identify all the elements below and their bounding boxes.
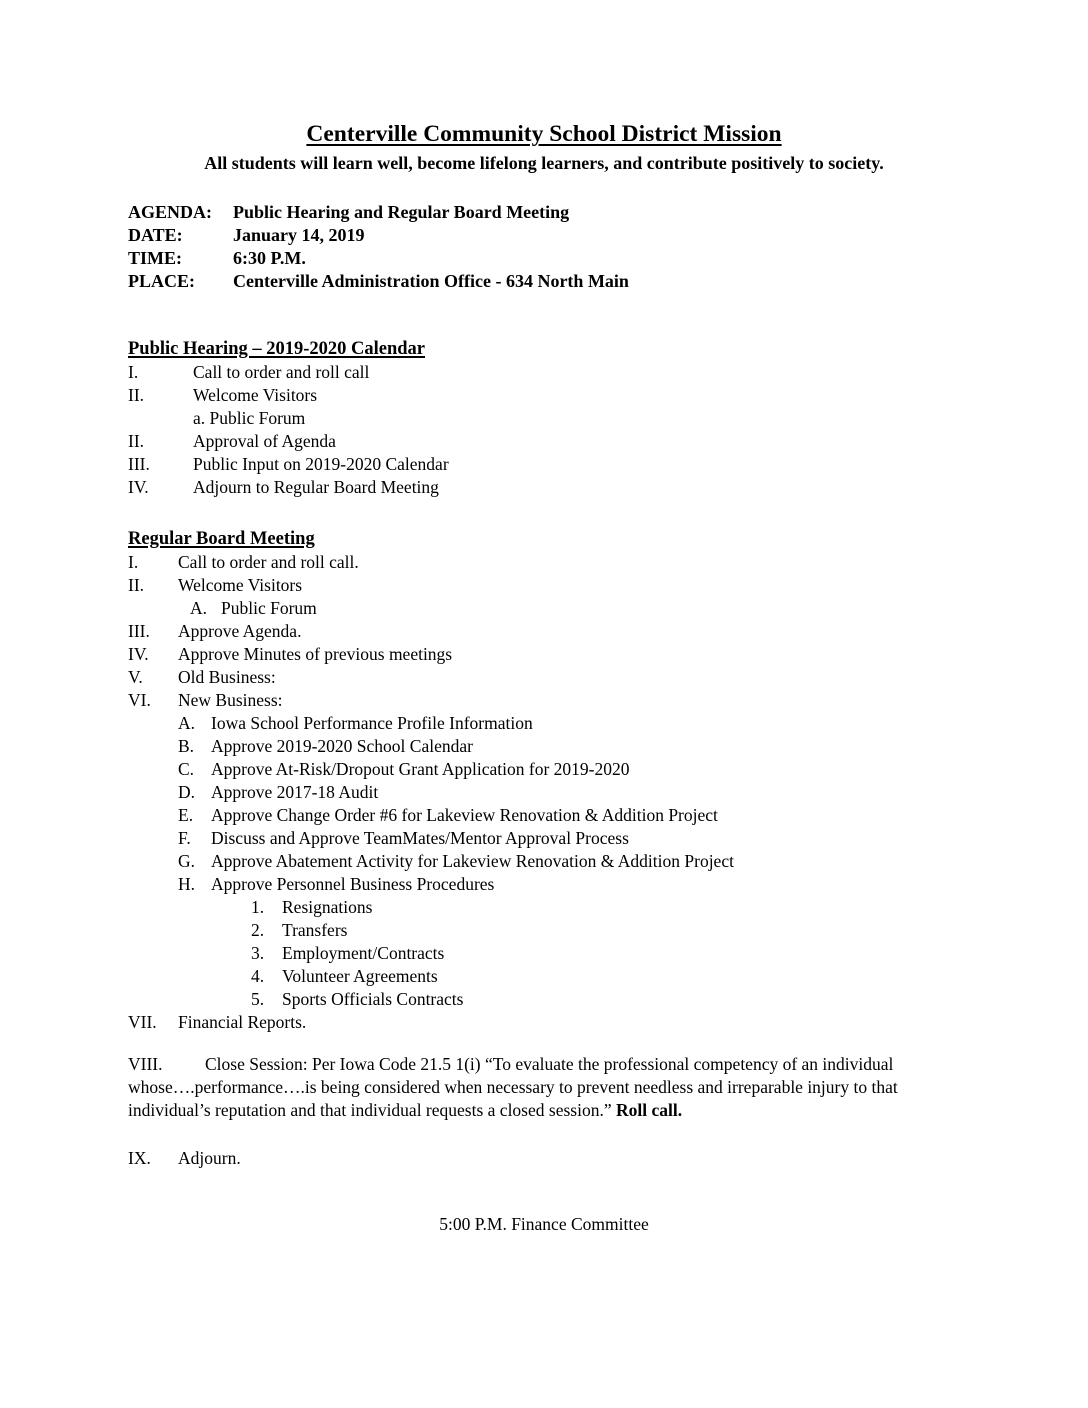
item-number: E. <box>178 805 194 825</box>
agenda-subitem <box>178 850 960 873</box>
item-text: Financial Reports. <box>178 1012 307 1032</box>
agenda-item <box>128 1011 960 1034</box>
place-value: Centerville Administration Office - 634 North Main <box>233 271 629 291</box>
item-text: Public Input on 2019-2020 Calendar <box>193 454 449 474</box>
item-text: a. Public Forum <box>193 408 306 428</box>
item-number: III. <box>128 454 150 474</box>
agenda-subsubitem <box>251 988 960 1011</box>
agenda-item <box>128 620 960 643</box>
item-number: B. <box>178 736 195 756</box>
meeting-info-block <box>128 201 960 293</box>
agenda-value: Public Hearing and Regular Board Meeting <box>233 202 570 222</box>
item-number: 5. <box>251 989 265 1009</box>
place-label: PLACE: <box>128 271 195 291</box>
agenda-subitem <box>193 407 960 430</box>
time-value: 6:30 P.M. <box>233 248 306 268</box>
agenda-item <box>128 384 960 407</box>
item-number: D. <box>178 782 196 802</box>
agenda-item <box>128 574 960 597</box>
item-text: Approve 2019-2020 School Calendar <box>211 736 473 756</box>
agenda-label: AGENDA: <box>128 202 212 222</box>
item-text: Welcome Visitors <box>178 575 303 595</box>
roll-call-text: Roll call. <box>615 1100 683 1120</box>
agenda-subitem <box>178 712 960 735</box>
agenda-subitem <box>178 781 960 804</box>
agenda-item <box>128 361 960 384</box>
item-number: A. <box>178 713 196 733</box>
item-text: Approve Abatement Activity for Lakeview Renovation & Addition Project <box>211 851 734 871</box>
item-text: Welcome Visitors <box>193 385 318 405</box>
item-number: VIII. <box>128 1054 163 1074</box>
item-text: Sports Officials Contracts <box>282 989 464 1009</box>
agenda-subsubitem <box>251 919 960 942</box>
item-number: 2. <box>251 920 265 940</box>
item-text: Approve At-Risk/Dropout Grant Application for 2019-2020 <box>211 759 630 779</box>
agenda-item <box>128 551 960 574</box>
item-number: IV. <box>128 477 149 497</box>
item-number: V. <box>128 667 143 687</box>
section-public-hearing <box>128 293 960 499</box>
agenda-subitem <box>178 804 960 827</box>
item-text: New Business: <box>178 690 283 710</box>
agenda-item <box>128 689 960 712</box>
public-hearing-heading: Public Hearing – 2019-2020 Calendar <box>128 339 426 359</box>
item-text: Approve Minutes of previous meetings <box>178 644 453 664</box>
item-number: III. <box>128 621 150 641</box>
item-text: Iowa School Performance Profile Information <box>211 713 533 733</box>
item-number: II. <box>128 431 145 451</box>
adjourn-item <box>128 1147 960 1170</box>
item-number: II. <box>128 575 145 595</box>
item-number: F. <box>178 828 191 848</box>
agenda-subsubitem <box>251 896 960 919</box>
item-text: Approval of Agenda <box>193 431 336 451</box>
item-text: Adjourn. <box>178 1148 241 1168</box>
item-text: Volunteer Agreements <box>282 966 438 986</box>
item-text: Approve Personnel Business Procedures <box>211 874 495 894</box>
meta-row-agenda <box>128 201 960 224</box>
item-text: Public Forum <box>221 598 317 618</box>
item-text: Employment/Contracts <box>282 943 445 963</box>
item-text: Transfers <box>282 920 348 940</box>
regular-board-heading: Regular Board Meeting <box>128 529 315 549</box>
agenda-subitem <box>190 597 960 620</box>
agenda-subitem <box>178 758 960 781</box>
date-label: DATE: <box>128 225 183 245</box>
item-number: VII. <box>128 1012 157 1032</box>
item-text: Resignations <box>282 897 373 917</box>
mission-statement: All students will learn well, become lifelong learners, and contribute positively to society. <box>204 153 884 173</box>
agenda-item <box>128 666 960 689</box>
item-text: Approve Agenda. <box>178 621 302 641</box>
item-number: 3. <box>251 943 265 963</box>
agenda-subitem <box>178 827 960 850</box>
item-number: II. <box>128 385 145 405</box>
item-text: Approve Change Order #6 for Lakeview Renovation & Addition Project <box>211 805 718 825</box>
item-text: Discuss and Approve TeamMates/Mentor Approval Process <box>211 828 629 848</box>
agenda-item <box>128 453 960 476</box>
agenda-item <box>128 643 960 666</box>
meta-row-date <box>128 224 960 247</box>
item-text: Call to order and roll call <box>193 362 370 382</box>
agenda-item <box>128 476 960 499</box>
meta-row-time <box>128 247 960 270</box>
item-number: IX. <box>128 1148 151 1168</box>
item-number: IV. <box>128 644 149 664</box>
agenda-subitem <box>178 735 960 758</box>
item-number: G. <box>178 851 196 871</box>
item-number: 1. <box>251 897 265 917</box>
item-text: Old Business: <box>178 667 276 687</box>
close-session-text: Close Session: Per Iowa Code 21.5 1(i) “To evaluate the professional competency of an individual whose….performance….is being considered when necessary to prevent needless and irreparable injury to that individual’s reputation and that individual requests a closed session.” <box>128 1054 898 1120</box>
agenda-item <box>128 430 960 453</box>
item-number: C. <box>178 759 195 779</box>
agenda-subsubitem <box>251 965 960 988</box>
time-label: TIME: <box>128 248 182 268</box>
agenda-subsubitem <box>251 942 960 965</box>
meta-row-place <box>128 270 960 293</box>
section-regular-board-meeting <box>128 499 960 1034</box>
item-number: A. <box>190 598 208 618</box>
item-number: 4. <box>251 966 265 986</box>
close-session-paragraph <box>128 1053 946 1122</box>
finance-committee-note: 5:00 P.M. Finance Committee <box>439 1214 649 1234</box>
item-number: H. <box>178 874 196 894</box>
agenda-subitem <box>178 873 960 896</box>
item-text: Call to order and roll call. <box>178 552 359 572</box>
date-value: January 14, 2019 <box>233 225 365 245</box>
item-text: Adjourn to Regular Board Meeting <box>193 477 439 497</box>
item-number: I. <box>128 552 139 572</box>
item-number: VI. <box>128 690 151 710</box>
document-title: Centerville Community School District Mission <box>306 121 782 147</box>
item-text: Approve 2017-18 Audit <box>211 782 379 802</box>
item-number: I. <box>128 362 139 382</box>
